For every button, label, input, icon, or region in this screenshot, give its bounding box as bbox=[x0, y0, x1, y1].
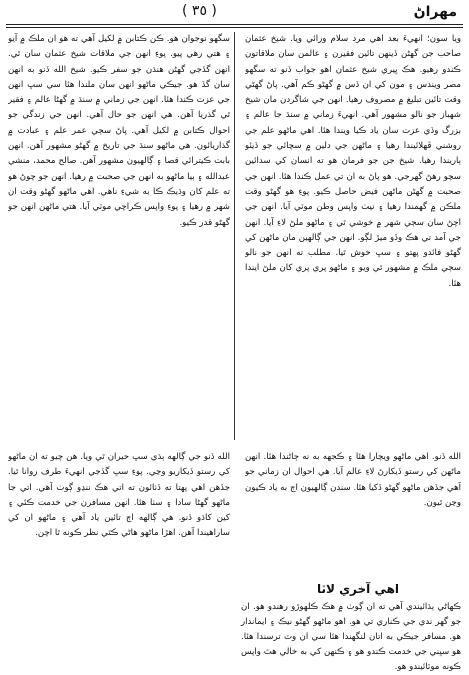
bottom-section bbox=[6, 450, 463, 570]
section-paragraph-text: ڪهاڻي ٻڌائيندي آهي ته ان ڳوٺ ۾ هڪ ڪلهوڙو رهندو هو. ان جو گهر ندي جي ڪناري تي هو. اهو ماڻهو گهڻو نيڪ ۽ ايماندار هو. مسافر جيڪي به اتان لنگهندا هئا سي ان وٽ ترسندا هئا. هو سڀني جي خدمت ڪندو هو ۽ ڪنهن کي به خالي هٿ واپس ڪونه موٽائيندو هو. bbox=[241, 602, 461, 672]
section-paragraph bbox=[241, 600, 461, 675]
header-rule bbox=[6, 24, 463, 25]
right-column bbox=[245, 32, 461, 444]
magazine-title: مهراڻ bbox=[413, 4, 457, 20]
page-header bbox=[6, 2, 463, 26]
header-rule-thin bbox=[6, 27, 463, 28]
bottom-left-text: الله ڏنو جي ڳالهه ٻڌي سڀ حيران ٿي ويا. هن چيو ته ان ماڻهو کي رستو ڏيکاريو وڃي. پوءِ سڀ گڏجي انهيءَ طرف روانا ٿيا. جڏهن اهي پهتا ته ڏٺائون ته اتي هڪ ننڍو ڳوٺ آهي. اتي جا ماڻهو گهڻا سادا ۽ سٺا هئا. انهن مسافرن جي خدمت ڪئي ۽ کين کاڌو ڏنو. هي ڳالهه اڄ تائين ياد آهي ۽ ماڻهو ان کي ساراهيندا آهن. اهڙا ماڻهو هاڻي ڪٿي نظر ڪونه ٿا اچن. bbox=[8, 452, 230, 539]
right-column-text: ويا سون؛ انهيءَ بعد اهي مرد سلام ورائي ويا. شيخ عثمان صاحب جن گهڻن ڏينهن تائين فقيرن ۽ عالمن سان ملاقاتون ڪندو رهيو. هڪ ڀيري شيخ عثمان اهو جواب ڏنو ته سگهو مصر ويندس ۽ مون کي ان ڏس ۾ گهڻو ڪم آهي. پاڻ گهڻي وقت تائين تبليغ ۾ مصروف رهيا. انهن جي شاگردن مان شيخ شهباز جو نالو مشهور آهي. انهيءَ زماني ۾ سنڌ جا عالم ۽ بزرگ وڏي عزت سان ياد ڪيا ويندا هئا. اهي ماڻهو علم جي روشني ڦهلائيندا رهيا ۽ ماڻهن جي دلين ۾ سچائي جو ڏيئو ٻاريندا رهيا. شيخ جن جو فرمان هو ته انسان کي سدائين سچو رهڻ گهرجي. هو پاڻ به ان تي عمل ڪندا هئا. انهن جي صحبت ۾ گهڻن ماڻهن فيض حاصل ڪيو. پوءِ هو گهڻو وقت ملڪن ۾ گهمندا رهيا ۽ نيٺ واپس وطن موٽي آيا. انهن جي اچڻ سان سڄي شهر ۾ خوشي ٿي ۽ ماڻهو ملڻ لاءِ آيا. انهن جي آمد تي هڪ وڏو ميڙ لڳو. انهن جي ڳالهين مان ماڻهن کي گهڻو فائدو پهتو ۽ سڀ خوش ٿيا. مطلب ته انهن جو نالو سڄي ملڪ ۾ مشهور ٿي ويو ۽ ماڻهو پري پري کان ملڻ ايندا هئا. bbox=[245, 34, 461, 289]
left-column bbox=[8, 32, 230, 444]
magazine-page bbox=[6, 2, 463, 672]
bottom-left-column bbox=[8, 450, 230, 570]
bottom-right-column bbox=[245, 450, 461, 570]
page-number: ( ٣٥ ) bbox=[182, 3, 217, 19]
bottom-right-text: الله ڏنو. اهي ماڻهو ويچارا هئا ۽ ڪجهه به نه ڄاڻندا هئا. انهن ماڻهن کي رستو ڏيکارڻ لاءِ عالم آيا. هي احوال ان زماني جو آهي جڏهن ماڻهو گهڻو ڏکيا هئا. سندن ڳالهيون اڄ به ياد ڪيون وڃن ٿيون. bbox=[245, 452, 461, 508]
section-heading: اهي آخري لاٽا bbox=[316, 582, 400, 596]
column-divider bbox=[234, 32, 235, 440]
left-column-text: سگهو نوجوان هو. ڪن ڪتابن ۾ لکيل آهي ته هو ان ملڪ ۾ آيو ۽ هتي رهي پيو. پوءِ انهن جي ملاقات شيخ عثمان سان ٿي. انهن گڏجي گهڻن هنڌن جو سفر ڪيو. شيخ الله ڏنو به انهن سان گڏ هو. جيڪي ماڻهو انهن سان ملندا هئا سي سڀ انهن جي عزت ڪندا هئا. انهن جي زماني ۾ سنڌ ۾ گهڻا عالم ۽ فقير ٿي گذريا آهن. هي انهن جو حال آهي. انهن جي زندگي جو احوال ڪتابن ۾ لکيل آهي. پاڻ سڄي عمر علم ۽ عبادت ۾ گذاريائون. هي ماڻهو سنڌ جي تاريخ ۾ گهڻو مشهور آهن. انهن بابت ڪيترائي قصا ۽ ڳالهيون مشهور آهن. صالح محمد، منشي عبدالله ۽ ٻيا ماڻهو به انهن جي صحبت ۾ رهيا. انهن جو چوڻ هو ته علم کان وڌيڪ ڪا به شيءِ ناهي. اهي ماڻهو گهڻو وقت ان شهر ۾ رهيا ۽ پوءِ واپس ڪراچي موٽي آيا. هتي ماڻهن انهن جو گهڻو قدر ڪيو. bbox=[8, 34, 230, 228]
